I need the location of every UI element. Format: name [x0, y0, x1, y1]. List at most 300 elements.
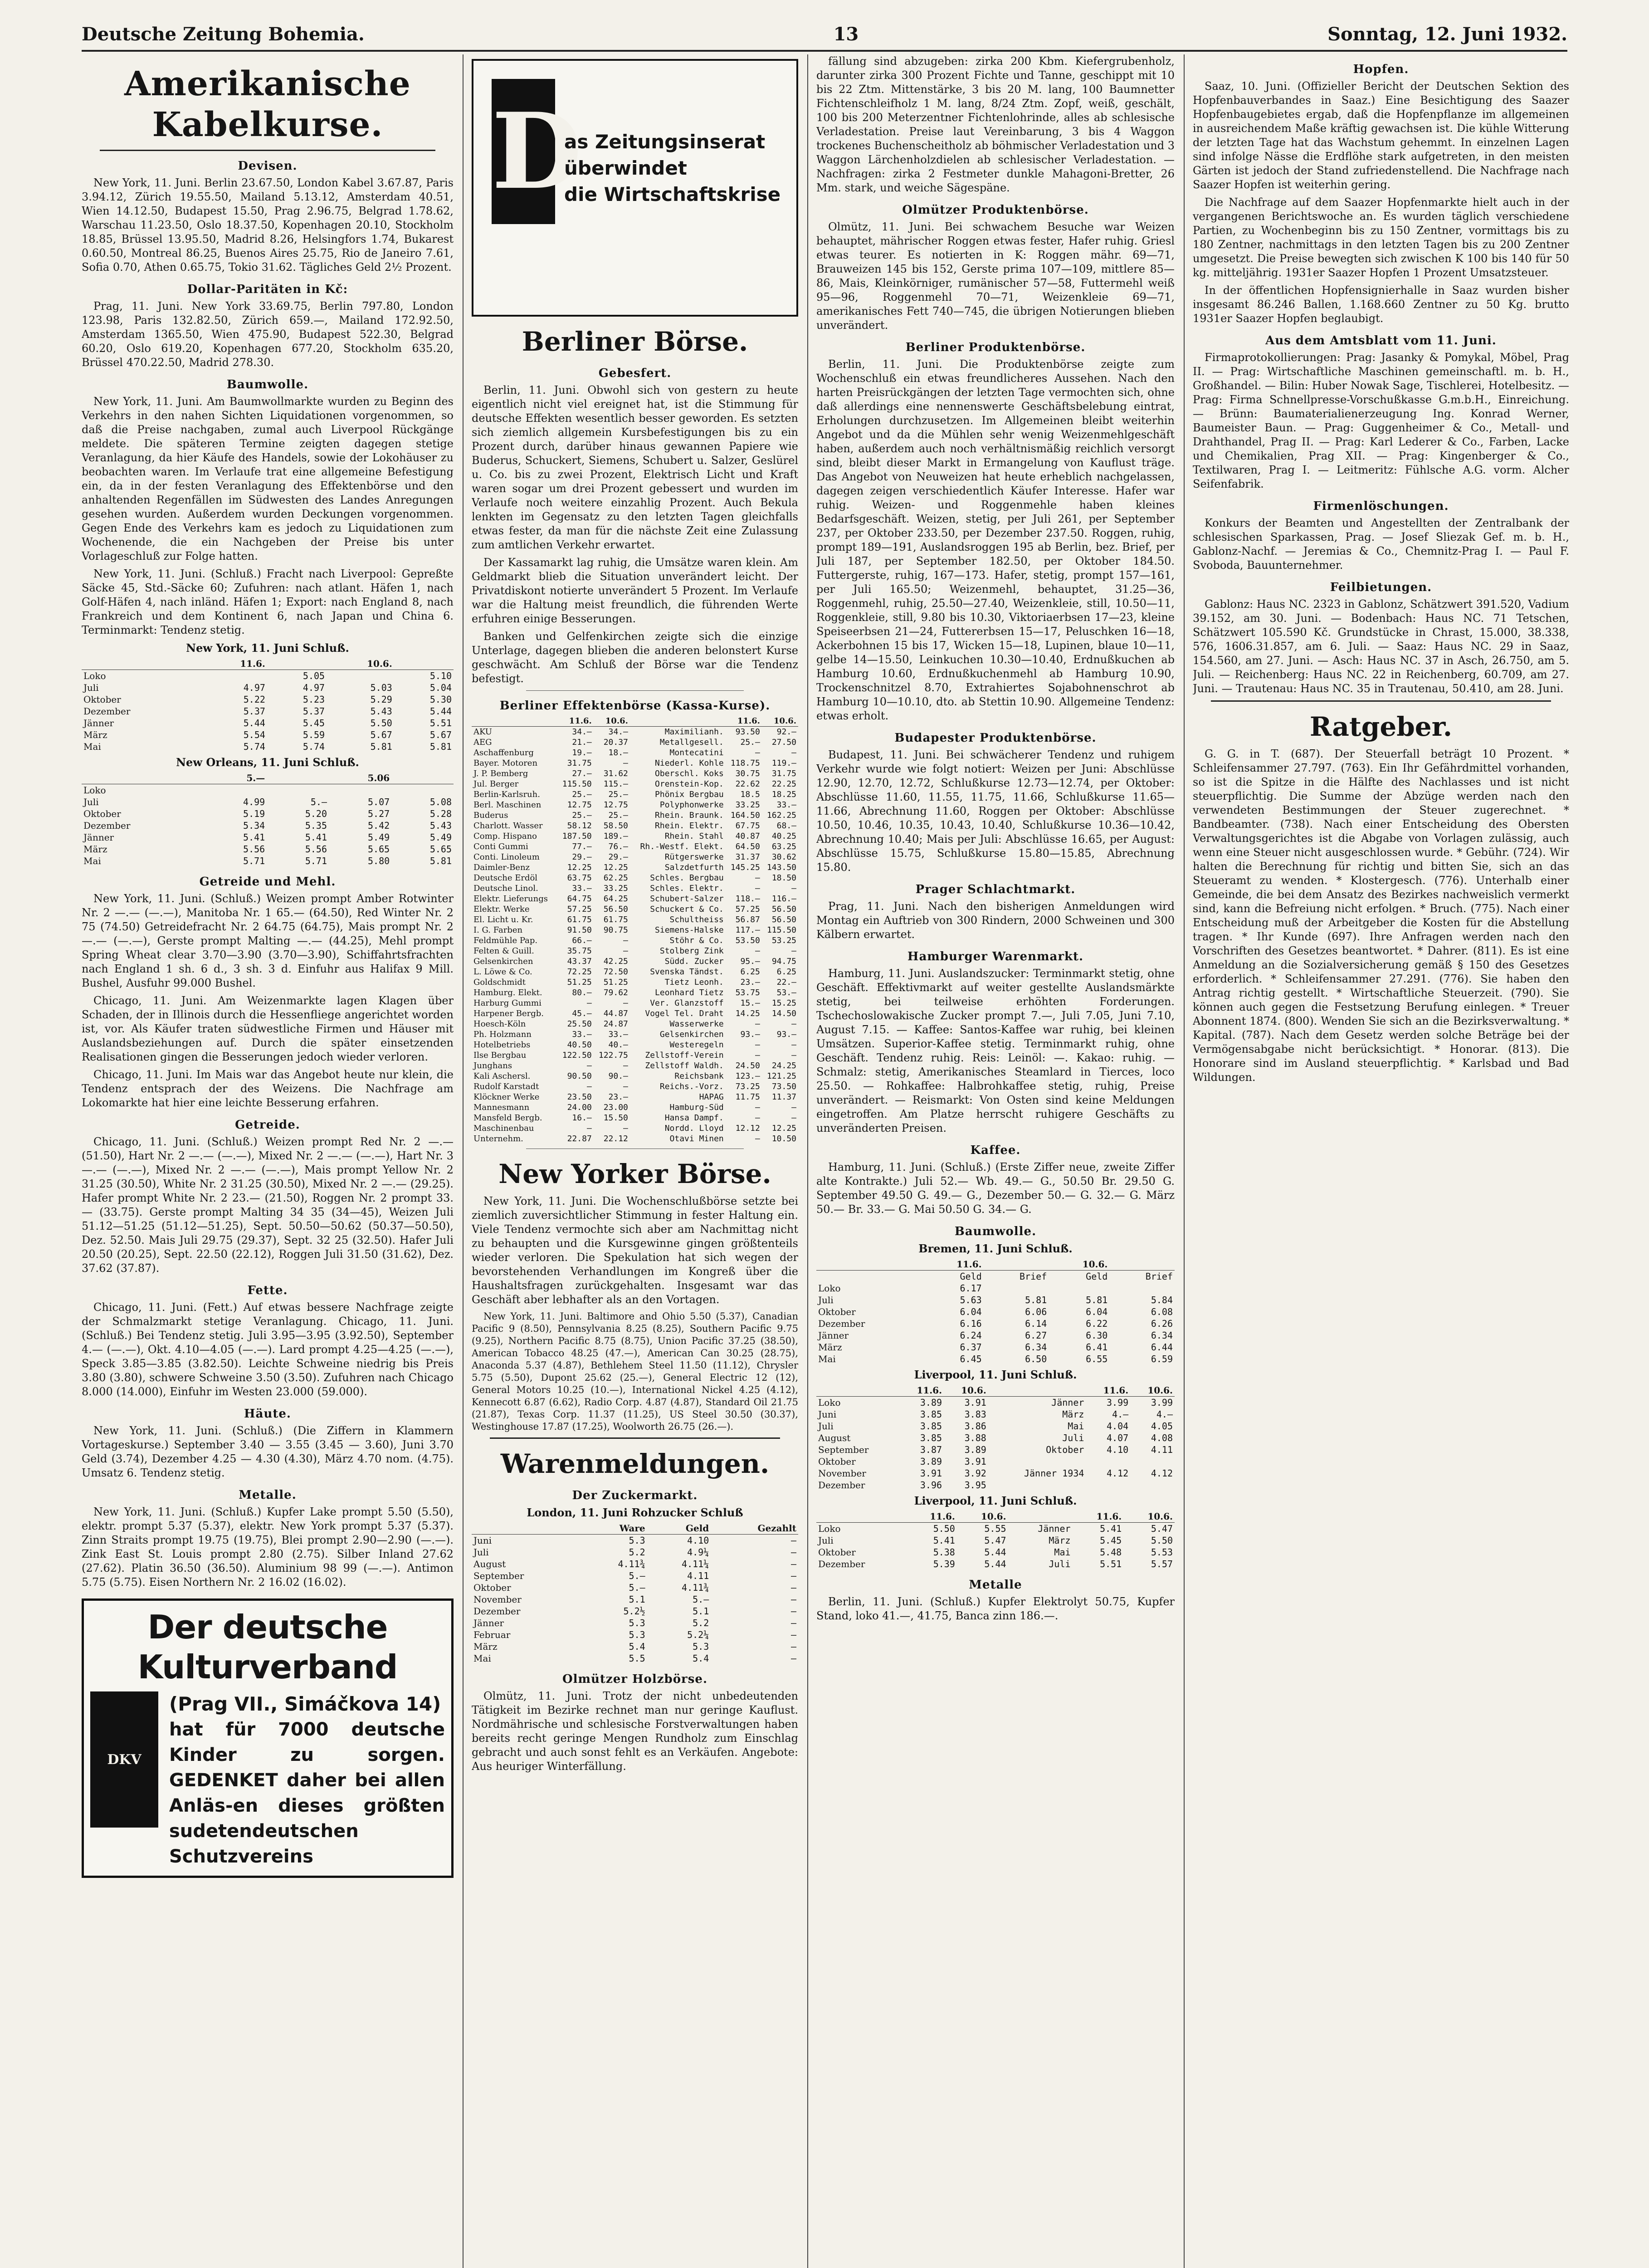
table-cell: Jänner: [83, 832, 114, 843]
table-cell: 40.50: [567, 1040, 592, 1050]
table-cell: [267, 784, 329, 797]
table-cell: September: [473, 1570, 524, 1581]
haeute-text: New York, 11. Juni. (Schluß.) (Die Ziffern in Klammern Vortageskurse.) September 3.40 — 3.55 (3.45 — 3.60), Juni 3.70 Geld (3.74), Dezember 4.25 — 4.30 (4.30), März 4.70 nom. (4.75). Umsatz 6. Tendenz stetig.: [82, 1424, 454, 1479]
holz-title: Olmützer Holzbörse.: [562, 1672, 707, 1686]
column-1: [82, 54, 454, 2268]
table-cell: November: [473, 1594, 522, 1605]
amtsblatt-text: Firmaprotokollierungen: Prag: Jasanky & Pomykal, Möbel, Prag II. — Prag: Wirtschaftliche Maschinen gemeinschaftl. m. b. H., Großhandel. — Bilin: Huber Nowak Sage, Tischlerei, Hotelbesitz. — Prag: Firma Schnellpresse-Vorschußkasse G.m.b.H., Einreichung. — Brünn: Baumaterialienerzeugung Ing. Konrad Werner, Baumeister Baun. — Prag: Guggenheimer & Co., Metall- und Drahthandel, Prag II. — Prag: Karl Lederer & Co., Farben, Lacke und Chemikalien, Prag XII. — Prag: Kingenberger & Co., Textilwaren, Prag I. — Leitmeritz: Fühlsche A.G. vorm. Alcher Seifenfabrik.: [1193, 351, 1569, 490]
table-cell: 6.22: [1086, 1318, 1108, 1329]
table-row: [472, 904, 798, 914]
table-cell: Tietz Leonh.: [664, 978, 724, 987]
table-header-cell: 10.6.: [957, 1510, 1008, 1523]
table-cell: 4.97: [302, 682, 325, 693]
table-row: [472, 967, 798, 977]
table-cell: 5.3: [629, 1618, 645, 1628]
table-cell: —: [791, 1019, 796, 1029]
table-cell: 5.55: [984, 1523, 1006, 1534]
table-cell: Maximilianh.: [664, 727, 724, 737]
table-row: [816, 1523, 1175, 1535]
table-row: [816, 1282, 1175, 1294]
table-row: [472, 1061, 798, 1071]
table-cell: 33.25: [603, 884, 628, 893]
table-cell: 58.12: [567, 821, 592, 831]
table-cell: Oktober: [83, 808, 121, 819]
table-cell: Hamburg-Süd: [669, 1103, 724, 1112]
table-cell: —: [623, 1124, 628, 1133]
table-cell: März: [1062, 1409, 1084, 1420]
table-cell: —: [790, 1594, 796, 1605]
berliner-boerse-sub: Gebesfert.: [598, 367, 672, 380]
table-cell: 5.2: [629, 1547, 645, 1558]
table-cell: Jänner: [1038, 1523, 1071, 1534]
table-cell: Jänner: [83, 718, 114, 728]
table-row: [472, 1558, 798, 1570]
table-cell: 56.87: [735, 915, 760, 924]
table-cell: 76.—: [608, 842, 628, 851]
table-row: [816, 1535, 1175, 1546]
table-header-row: [472, 716, 798, 727]
table-cell: 5.5: [629, 1653, 645, 1664]
divider: [1211, 700, 1551, 702]
table-row: [816, 1467, 1175, 1479]
table-cell: [329, 784, 391, 797]
table-cell: 5.45: [302, 718, 325, 728]
table-cell: —: [755, 1051, 760, 1060]
table-cell: 4.—: [1156, 1409, 1173, 1420]
table-row: [472, 1019, 798, 1029]
table-cell: Rhein. Elektr.: [655, 821, 724, 831]
baumwolle2-title: Baumwolle.: [954, 1225, 1037, 1238]
table-header-cell: 11.6.: [923, 1258, 984, 1271]
table-cell: —: [791, 1051, 796, 1060]
table-cell: —: [790, 1641, 796, 1652]
nyb-text: New York, 11. Juni. Die Wochenschlußbörse setzte bei ziemlich zuversichtlicher Stimmung in fester Haltung ein. Viele Tendenz vermochte sich aber am Nachmittag nicht zu behaupten und die Kursgewinne gingen größtenteils wieder verloren. Die Spekulation hat sich wegen der bevorstehenden Verhandlungen im Kongreß über die Haushaltsfragen zurückgehalten. Insgesamt war das Geschäft aber lebhafter als an den Vortagen.: [472, 1195, 798, 1306]
table-cell: 29.—: [608, 852, 628, 862]
metalle-heading: Metalle.: [239, 1488, 297, 1502]
table-row: [472, 789, 798, 800]
zucker-table: [472, 1522, 798, 1664]
column-4: [1193, 54, 1569, 2268]
table-cell: —: [623, 946, 628, 956]
table-cell: 5.51: [429, 718, 452, 728]
table-cell: 5.20: [305, 808, 327, 819]
table-cell: Dezember: [83, 706, 131, 717]
section-title-kabelkurse: Amerikanische Kabelkurse.: [124, 64, 411, 144]
table-cell: El. Licht u. Kr.: [473, 915, 533, 924]
table-cell: 56.50: [771, 904, 796, 914]
column-rule: [807, 54, 808, 2268]
table-cell: 3.85: [920, 1409, 942, 1420]
table-cell: Hotelbetriebs: [473, 1040, 531, 1050]
table-row: [472, 1605, 798, 1617]
getreide-text-1: New York, 11. Juni. (Schluß.) Weizen prompt Amber Rotwinter Nr. 2 —.— (—.—), Manitoba Nr. 1 65.— (64.50), Red Winter Nr. 2 75 (74.50) Getreidefracht Nr. 2 64.75 (64.75), Mais prompt Nr. 2 —.— (—.—), Gerste prompt Malting —.— (44.25), Mehl prompt Spring Wheat clear 3.70—3.90 (3.70—3.90), Schiffahrtsfrachten nach England 1 sh. 6 d., 3 sh. 3 d. Einfuhr aus Halifax 9 Mill. Bushel, Ausfuhr 99.000 Bushel.: [82, 892, 454, 989]
table-cell: 63.75: [567, 873, 592, 883]
vieh-title: Prager Schlachtmarkt.: [915, 883, 1076, 896]
table-cell: —: [791, 1103, 796, 1112]
table-cell: Stöhr & Co.: [669, 936, 724, 945]
table-cell: Dezember: [818, 1559, 865, 1569]
table-cell: Phönix Bergbau: [655, 790, 724, 799]
table-row: [82, 682, 454, 694]
table-row: [816, 1432, 1175, 1444]
ad-initial: D: [492, 79, 555, 224]
haeute-heading: Häute.: [244, 1407, 291, 1421]
table-cell: 5.74: [302, 741, 325, 752]
table-cell: Schles. Elektr.: [650, 884, 724, 893]
metalle2-text: Berlin, 11. Juni. (Schluß.) Kupfer Elektrolyt 50.75, Kupfer Stand, loko 41.—, 41.75, Banca zinn 186.—.: [816, 1595, 1175, 1622]
table-cell: 5.41: [1100, 1523, 1122, 1534]
table-cell: 19.—: [572, 748, 592, 758]
table-cell: 31.75: [771, 769, 796, 778]
table-cell: 5.49: [367, 832, 390, 843]
column-rule: [1184, 54, 1185, 2268]
table-cell: 4.08: [1151, 1432, 1173, 1443]
table-cell: 23.—: [740, 978, 760, 987]
table-cell: —: [791, 946, 796, 956]
table-header-cell: 5.06: [329, 772, 391, 784]
table-cell: 5.3: [629, 1535, 645, 1546]
table-cell: Rütgerswerke: [664, 852, 724, 862]
boerse-text-3: Banken und Gelfenkirchen zeigte sich die einzige Unterlage, dagegen blieben die anderen belonstert Kurse geschwächt. Am Schluß der Börse war die Tendenz befestigt.: [472, 630, 798, 685]
table-cell: Buderus: [473, 811, 508, 820]
table-cell: 29.—: [572, 852, 592, 862]
table-cell: Loko: [818, 1397, 841, 1408]
table-cell: —: [586, 998, 592, 1008]
table-cell: —: [755, 748, 760, 758]
table-cell: Loko: [818, 1283, 841, 1294]
table-cell: Loko: [83, 785, 106, 796]
table-row: [82, 741, 454, 753]
table-row: [816, 1318, 1175, 1330]
table-cell: 33.—: [572, 884, 592, 893]
table-cell: 62.25: [603, 873, 628, 883]
column-3: [816, 54, 1175, 2268]
table-cell: 93.50: [735, 727, 760, 737]
konkurs-text: Konkurs der Beamten und Angestellten der Zentralbank der schlesischen Sparkassen, Prag. — Josef Sliezak Gef. m. b. H., Gablonz-Nachf. — Jeremias & Co., Chemnitz-Prag I. — Paul F. Svoboda, Bauunternehmer.: [1193, 517, 1569, 572]
table-cell: Feldmühle Pap.: [473, 936, 538, 945]
table-cell: 6.25: [740, 967, 760, 977]
table-cell: —: [586, 1124, 592, 1133]
table-cell: 5.39: [933, 1559, 955, 1569]
table-cell: 145.25: [730, 863, 760, 872]
table-cell: Klöckner Werke: [473, 1092, 540, 1102]
table-cell: Zellstoff-Verein: [645, 1051, 724, 1060]
table-cell: 33.—: [572, 1030, 592, 1039]
table-header-row: [82, 658, 454, 670]
table-cell: Conti. Linoleum: [473, 852, 540, 862]
table-cell: 64.75: [567, 894, 592, 904]
table-cell: Charlott. Wasser: [473, 821, 543, 831]
table-cell: —: [790, 1582, 796, 1593]
table-cell: Metallgesell.: [659, 738, 724, 747]
table-row: [472, 946, 798, 956]
table-cell: Rudolf Karstadt: [473, 1082, 539, 1091]
table-header-cell: [472, 1522, 583, 1535]
table-cell: 5.2½: [623, 1606, 645, 1617]
table-cell: HAPAG: [699, 1092, 724, 1102]
table-cell: 11.75: [735, 1092, 760, 1102]
table-cell: 6.45: [960, 1354, 982, 1364]
table-cell: 5.41: [933, 1535, 955, 1546]
table-cell: 79.62: [603, 988, 628, 997]
table-cell: 43.37: [567, 957, 592, 966]
table-cell: Gelsenkirchen: [659, 1030, 724, 1039]
table-cell: 4.11¾: [682, 1582, 709, 1593]
effekten-title: Berliner Effektenbörse (Kassa-Kurse).: [499, 699, 771, 713]
table-header-cell: [630, 716, 726, 727]
ham-title: Hamburger Warenmarkt.: [907, 950, 1084, 963]
table-cell: 3.91: [920, 1468, 942, 1479]
table-cell: 5.27: [367, 808, 390, 819]
prod-olm-title: Olmützer Produktenbörse.: [902, 203, 1089, 217]
table-row: [472, 1040, 798, 1050]
devisen-text: New York, 11. Juni. Berlin 23.67.50, London Kabel 3.67.87, Paris 3.94.12, Zürich 19.55.50, Mailand 5.13.12, Amsterdam 40.51, Wien 14.12.50, Budapest 15.50, Prag 2.96.75, Belgrad 1.78.62, Warschau 11.23.50, Oslo 18.37.50, Kopenhagen 20.10, Stockholm 18.85, Brüssel 13.95.50, Madrid 8.26, Helsingfors 1.74, Bukarest 0.60.50, Montreal 86.25, Buenos Aires 25.75, Rio de Janeiro 7.61, Sofia 0.70, Athen 0.65.75, Tokio 31.62. Tägliches Geld 2½ Prozent.: [82, 176, 454, 274]
ratgeber-text: G. G. in T. (687). Der Steuerfall beträgt 10 Prozent. * Schleifensammer 27.797. (763). Ein Ihr Gefährdmittel vorhanden, so ist die Spitze in die Hälfte des Nachlasses und ist nicht steuerpflichtig. Die Summe der Abzüge werden nach den verwendeten Bestimmungen der Steuer zugerechnet. * Bandbeamter. (738). Nach einer Entscheidung des Obersten Verwaltungsgerichtes ist die Abgabe von Vorlagen zulässig, auch wenn eine Steuer nicht ausgeschlossen wurde. * Gebühr. (724). Wir halten die Berechnung für richtig und bitten Sie, sich an das Steueramt zu wenden. * Klostergesch. (776). Unterhalb einer Gemeinde, die bei dem Ansatz des Bezirkes nachweislich vermerkt sind, kann die Befreiung nicht erfolgen. * Bruch. (775). Nach einer Entscheidung muß der Arbeitgeber die Kosten für die Abstellung tragen. * Ihr Kunde (697). Ihre Anfragen werden nach den Vorschriften des Gesetzes beantwortet. * Dahrer. (811). Es ist eine Anmeldung an die Sozialversicherung gemäß § 150 des Gesetzes erforderlich. * Schleifensammer 27.291. (776). Sie haben den Antrag richtig gestellt. * Wirtschaftliche Steuerzeit. (790). Sie können auch gegen die Festsetzung Berufung einlegen. * Treuer Abonnent 1874. (800). Wenden Sie sich an die Bezirksverwaltung. * Kapital. (787). Nach dem Gesetz werden solche Beträge bei der Vermögensabgabe nicht berücksichtigt. * Honorar. (813). Die Honorare sind im Ausland steuerpflichtig. * Karlsbad und Bad Wildungen.: [1193, 748, 1569, 1084]
table-cell: 4.07: [1107, 1432, 1129, 1443]
table-cell: 6.44: [1151, 1342, 1173, 1353]
page-number: 13: [833, 23, 859, 45]
table-row: [472, 852, 798, 862]
table-cell: 94.75: [771, 957, 796, 966]
table-cell: [988, 1479, 1086, 1491]
hopfen-title: Hopfen.: [1353, 63, 1409, 76]
table-cell: 5.2: [693, 1618, 709, 1628]
table-cell: 6.59: [1151, 1354, 1173, 1364]
table-cell: 72.50: [603, 967, 628, 977]
prod-ber-text: Berlin, 11. Juni. Die Produktenbörse zeigte zum Wochenschluß ein etwas freundlicheres Aussehen. Nach den harten Preisrückgängen der letzten Tage vermochten sich, ohne daß allerdings eine nennenswerte Geschäftsbelebung eintrat, Erholungen durchzusetzen. Im Allgemeinen bleibt weiterhin Angebot und da die Mühlen sehr wenig Weizenmehlgeschäft haben, außerdem auch noch verhältnismäßig reichlich versorgt sind, bleibt dieser Markt in Ermangelung von Kauflust träge. Das Angebot von Neuweizen hat heute erheblich nachgelassen, dagegen zeigen verschiedentlich Käufer Interesse. Hafer war ruhig. Weizen- und Roggenmehle haben kleines Bedarfsgeschäft. Weizen, stetig, per Juli 261, per September 237, per Oktober 233.50, per Dezember 237.50. Roggen, ruhig, prompt 189—191, Auslandsroggen 195 ab Berlin, bez. Brief, per Juli 187, per September 182.50, per Oktober 184.50. Futtergerste, ruhig, 167—173. Hafer, stetig, prompt 157—161, per Juli 165.50; Weizenmehl, behauptet, 31.25—36, Roggenmehl, ruhig, 25.50—27.40, Weizenkleie, still, 10.50—11, Roggenkleie, still, 9.80 bis 10.30, Viktoriaerbsen 17—23, kleine Speiseerbsen 21—24, Futtererbsen 15—17, Peluschken 16—18, Ackerbohnen 15 bis 17, Wicken 15—18, Lupinen, blaue 10—11, gelbe 14—15.50, Leinkuchen 10.30—10.40, Erdnußkuchen ab Hamburg 10.60, Erdnußkuchenmehl ab Hamburg 10.90, Trockenschnitzel 8.70, Extrahiertes Sojabohnenschrot ab Hamburg 10—10.10, dto. ab Stettin 10.90. Allgemeine Tendenz: etwas erholt.: [816, 358, 1175, 722]
effekten-table: [472, 716, 798, 1144]
table-cell: Oktober: [818, 1547, 856, 1558]
table-cell: Westeregeln: [669, 1040, 724, 1050]
table-row: [816, 1408, 1175, 1420]
table-cell: Jul. Berger: [473, 779, 519, 789]
boerse-text-2: Der Kassamarkt lag ruhig, die Umsätze waren klein. Am Geldmarkt blieb die Situation unverändert leicht. Der Privatdiskont notierte unverändert 5 Prozent. Im Verlaufe war die Haltung meist freundlich, die führenden Werte erfuhren einige Besserungen.: [472, 556, 798, 625]
table-cell: 122.75: [598, 1051, 628, 1060]
table-header-cell: [267, 658, 327, 670]
table-cell: 4.11: [687, 1570, 709, 1581]
fette-heading: Fette.: [247, 1284, 288, 1297]
table-row: [472, 873, 798, 883]
table-cell: 5.19: [243, 808, 265, 819]
ad-headline: Der deutsche Kulturverband: [137, 1608, 398, 1686]
table-cell: 117.—: [735, 925, 760, 935]
table-cell: Reichsbank: [674, 1071, 724, 1081]
table-cell: Schultheiss: [669, 915, 724, 924]
table-cell: —: [755, 1019, 760, 1029]
table-cell: 5.38: [933, 1547, 955, 1558]
table-cell: März: [473, 1641, 498, 1652]
table-cell: Zellstoff Waldh.: [645, 1061, 724, 1070]
table-cell: 51.25: [603, 978, 628, 987]
table-cell: 5.80: [367, 855, 390, 866]
vieh-text: Prag, 11. Juni. Nach den bisherigen Anmeldungen wird Montag ein Auftrieb von 300 Rindern, 2000 Schweinen und 300 Kälbern erwartet.: [816, 900, 1175, 941]
table-row: [816, 1294, 1175, 1306]
table-row: [82, 843, 454, 855]
table-header-cell: 11.6.: [1073, 1510, 1124, 1523]
feilbiet-text: Gablonz: Haus NC. 2323 in Gablonz, Schätzwert 391.520, Vadium 39.152, am 30. Juni. — Bodenbach: Haus NC. 71 Tetschen, Schätzwert 105.590 Kč. Grundstücke in Chrast, 15.000, 38.338, 576, 1606.31.857, am 6. Juli. — Saaz: Haus NC. 29 in Saaz, 154.560, am 27. Juni. — Asch: Haus NC. 37 in Asch, 26.750, am 5. Juli. — Reichenberg: Haus NC. 22 in Reichenberg, 60.709, am 27. Juni. — Trautenau: Haus NC. 35 in Trautenau, 50.410, am 28. Juni.: [1193, 598, 1569, 695]
table-cell: Oktober: [83, 694, 121, 705]
table-cell: 3.89: [920, 1397, 942, 1408]
getreide-text-3: Chicago, 11. Juni. Im Mais war das Angebot heute nur klein, die Tendenz entsprach der des Weizens. Die Nachfrage am Lokomarkte hat hier eine leichte Besserung erfahren.: [82, 1068, 454, 1109]
table-cell: 44.87: [603, 1009, 628, 1018]
table-cell: 27.—: [572, 769, 592, 778]
table-cell: 6.04: [960, 1306, 982, 1317]
table-cell: —: [755, 1103, 760, 1112]
table-cell: 5.42: [367, 820, 390, 831]
table-cell: Dezember: [473, 1606, 521, 1617]
table-cell: Schubert-Salzer: [650, 894, 724, 904]
table-cell: November: [818, 1468, 866, 1479]
table-cell: 5.81: [1086, 1295, 1108, 1305]
table-cell: AEG: [473, 738, 492, 747]
table-cell: 53.—: [776, 988, 796, 997]
table-row: [472, 1029, 798, 1040]
warenmeldungen-title: Warenmeldungen.: [500, 1448, 770, 1479]
table-cell: 5.05: [302, 670, 325, 681]
table-cell: 5.37: [243, 706, 265, 717]
table-cell: 31.37: [735, 852, 760, 862]
table-cell: 5.23: [302, 694, 325, 705]
table-cell: Februar: [473, 1629, 511, 1640]
table-cell: 12.75: [603, 800, 628, 810]
table-cell: 5.—: [310, 797, 327, 807]
table-cell: 35.75: [567, 946, 592, 956]
table-cell: 91.50: [567, 925, 592, 935]
table-cell: 68.—: [776, 821, 796, 831]
table-row: [472, 883, 798, 894]
divider: [526, 690, 744, 691]
table-cell: Deutsche Linol.: [473, 884, 538, 893]
table-cell: 57.25: [567, 904, 592, 914]
table-cell: 18.—: [608, 748, 628, 758]
table-cell: 95.—: [740, 957, 760, 966]
table-cell: Orenstein-Kop.: [655, 779, 724, 789]
table-cell: 24.50: [735, 1061, 760, 1070]
table-row: [472, 894, 798, 904]
table-cell: —: [755, 1040, 760, 1050]
table-cell: Mai: [83, 741, 101, 752]
table-cell: 6.27: [1025, 1330, 1047, 1341]
table-cell: 3.99: [1151, 1397, 1173, 1408]
table-cell: 5.56: [243, 844, 265, 855]
table-row: [816, 1420, 1175, 1432]
hopfen-text-2: Die Nachfrage auf dem Saazer Hopfenmarkte hielt auch in der vergangenen Berichtswoche an. Es wurden täglich verschiedene Partien, zu Wochenbeginn bis zu 150 Zentner, vormittags bis zu 180 Zentner, nachmittags in den letzten Tagen bis zu 200 Zentner umgesetzt. Die Preise bewegten sich zwischen K 100 bis 140 für 50 kg. mitteljährig. 1931er Saazer Hopfen 1 Prozent Umsatzsteuer.: [1193, 196, 1569, 279]
table-header-cell: [1109, 1258, 1175, 1271]
table-cell: 5.81: [370, 741, 392, 752]
table-cell: Juni: [818, 1409, 837, 1420]
table-row: [472, 831, 798, 841]
table-cell: Gelsenkirchen: [473, 957, 533, 966]
table-cell: 14.25: [735, 1009, 760, 1018]
zeitungsinserat-ad: [472, 59, 798, 317]
table-row: [82, 796, 454, 808]
table-cell: 6.25: [776, 967, 796, 977]
zucker-sub: London, 11. Juni Rohzucker Schluß: [527, 1506, 743, 1519]
table-cell: J. P. Bemberg: [473, 769, 528, 778]
table-cell: 5.4: [629, 1641, 645, 1652]
table-cell: 93.—: [740, 1030, 760, 1039]
table-row: [82, 705, 454, 717]
table-cell: 5.57: [1151, 1559, 1173, 1569]
table-row: [472, 1071, 798, 1081]
table-header-cell: Geld: [647, 1522, 711, 1535]
table-cell: Montecatini: [669, 748, 724, 758]
table-row: [816, 1456, 1175, 1467]
table-cell: Berl. Maschinen: [473, 800, 542, 810]
table-row: [472, 914, 798, 925]
table-header-cell: 5.—: [205, 772, 267, 784]
prod-bud-text: Budapest, 11. Juni. Bei schwächerer Tendenz und ruhigem Verkehr wurde wie folgt notiert: Weizen per Juni: Abschlüsse 12.90, 12.70, 12.72, Schlußkurse 12.73—12.74, per Oktober: Abschlüsse 11.60, 11.55, 11.75, 11.66, Schlußkurse 11.65—11.66, Abrechnung 11.60, Roggen per Oktober: Abschlüsse 10.50, 10.46, 10.35, 10.43, 10.40, Schlußkurse 10.36—10.42, Abrechnung 10.40; Mais per Juli: Abschlüsse 16.65, per August: Abschlüsse 15.75, Schlußkurse 15.80—15.85, Abrechnung 15.80.: [816, 748, 1175, 874]
holz-text-continued: fällung sind abzugeben: zirka 200 Kbm. Kiefergrubenholz, darunter zirka 300 Prozent Fichte und Tanne, geschippt mit 10 bis 22 Ztm. Mittenstärke, 3 bis 20 M. lang, 100 Baumnetter Fichtenschleifholz 1 M. lang, 8/24 Ztm. Zopf, weiß, geschält, 100 bis 200 Meterzentner Fichtenlohrinde, alles ab schlesische Verladestation. Preise laut Vereinbarung, 3 bis 4 Waggon trockenes Buchenscheitholz ab böhmischer Verladestation und 3 Waggon Lärchenholzdielen ab schlesischer Verladestation. — Nachfragen: zirka 2 Festmeter dunkle Mahagoni-Bretter, 26 Mm. stark, und weiche Sägespäne.: [816, 55, 1175, 194]
table-cell: Aschaffenburg: [473, 748, 534, 758]
table-subheader-cell: [816, 1271, 923, 1283]
table-cell: 40.87: [735, 831, 760, 841]
no-table-title: New Orleans, 11. Juni Schluß.: [176, 756, 359, 769]
table-cell: Ilse Bergbau: [473, 1051, 527, 1060]
table-row: [472, 1652, 798, 1664]
column-2: [472, 54, 798, 2268]
table-cell: [1049, 1282, 1109, 1294]
ad-line-1: as Zeitungsinserat: [564, 131, 766, 153]
table-cell: Mai: [1054, 1547, 1071, 1558]
table-row: [472, 727, 798, 738]
table-header-cell: 11.6.: [906, 1510, 957, 1523]
table-cell: Junghans: [473, 1061, 512, 1070]
table-cell: 3.87: [920, 1444, 942, 1455]
table-row: [472, 1092, 798, 1102]
table-header-cell: [1008, 1510, 1073, 1523]
table-cell: 63.25: [771, 842, 796, 851]
table-row: [472, 1535, 798, 1547]
table-cell: 6.08: [1151, 1306, 1173, 1317]
table-cell: März: [1049, 1535, 1071, 1546]
table-header-row: [472, 1522, 798, 1535]
table-cell: —: [586, 1082, 592, 1091]
table-cell: 14.50: [771, 1009, 796, 1018]
table-cell: Dezember: [818, 1480, 865, 1491]
table-cell: 5.30: [429, 694, 452, 705]
table-cell: 5.53: [1151, 1547, 1173, 1558]
table-cell: 34.—: [572, 727, 592, 737]
kaffee-text: Hamburg, 11. Juni. (Schluß.) (Erste Ziffer neue, zweite Ziffer alte Kontrakte.) Juli 52.— Wb. 49.— G., 50.50 Br. 29.50 G. September 49.50 G. 49.— G., Dezember 50.— G. 32.— G. März 50.— Br. 33.— G. Mai 50.50 G. 34.— G.: [816, 1161, 1175, 1216]
kulturverband-ad: [82, 1598, 454, 1878]
table-cell: 12.25: [771, 1124, 796, 1133]
table-cell: Dezember: [83, 820, 131, 831]
getreide2-heading: Getreide.: [235, 1118, 300, 1132]
table-cell: 5.28: [429, 808, 452, 819]
table-cell: 90.75: [603, 925, 628, 935]
ratgeber-title: Ratgeber.: [1309, 711, 1453, 742]
table-row: [82, 808, 454, 820]
metalle-text: New York, 11. Juni. (Schluß.) Kupfer Lake prompt 5.50 (5.50), elektr. prompt 5.37 (5.37), elektr. New York prompt 5.37 (5.37). Zinn Straits prompt 19.75 (19.75), Blei prompt 2.90—2.90 (—.—). Zink East St. Louis prompt 2.80 (2.75). Silber Inland 27.62 (27.62). Platin 36.50 (36.50). Aluminium 98 99 (—.—). Antimon 5.75 (5.75). Eisen Northern Nr. 2 16.02 (16.02).: [82, 1505, 454, 1589]
table-cell: Maschinenbau: [473, 1124, 534, 1133]
table-cell: 92.—: [776, 727, 796, 737]
table-cell: 5.49: [429, 832, 452, 843]
table-row: [472, 768, 798, 779]
table-cell: 61.75: [603, 915, 628, 924]
table-cell: Berlin-Karlsruh.: [473, 790, 540, 799]
table-row: [472, 977, 798, 987]
table-cell: [1086, 1479, 1130, 1491]
konkurs-title: Firmenlöschungen.: [1313, 499, 1449, 513]
table-cell: 11.37: [771, 1092, 796, 1102]
prod-bud-title: Budapester Produktenbörse.: [894, 731, 1097, 745]
table-cell: 5.54: [243, 729, 265, 740]
table-cell: 21.—: [572, 738, 592, 747]
table-cell: [1086, 1456, 1130, 1467]
table-header-cell: [391, 772, 454, 784]
new-yorker-boerse-title: New Yorker Börse.: [498, 1158, 771, 1189]
